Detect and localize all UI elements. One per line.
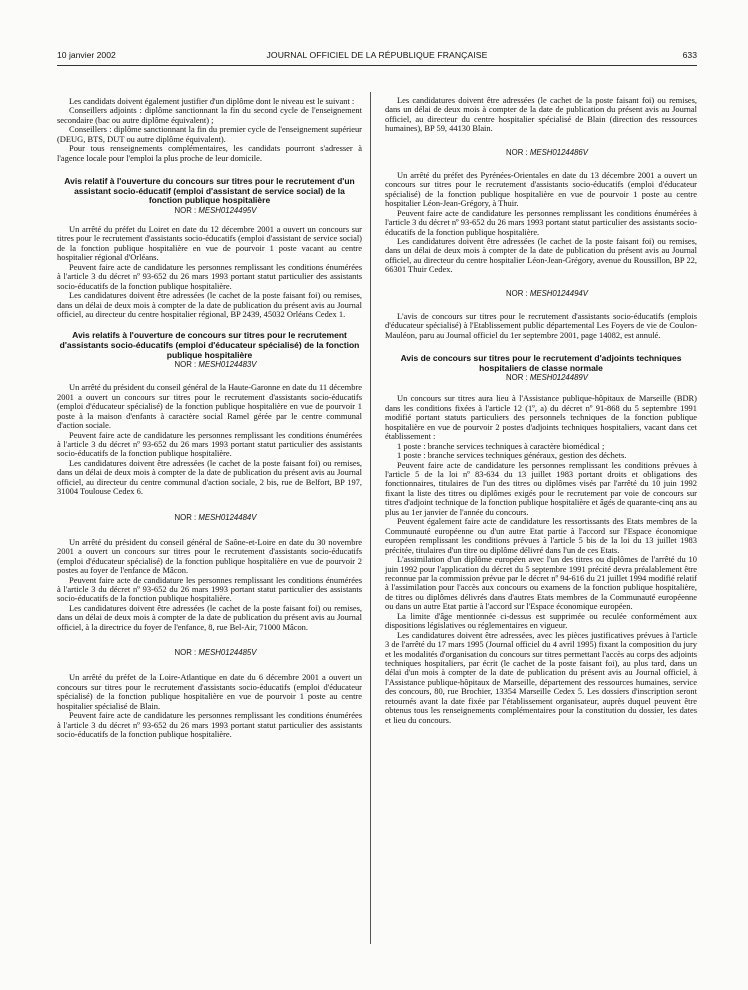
notice-title: Avis relatifs à l'ouverture de concours sur titres pour le recrutement d'assistants socio-éducatifs (emploi d'éducateur spécialisé) de la fonction publique hospitalière xyxy=(59,330,360,360)
paragraph: 1 poste : branche services techniques généraux, gestion des déchets. xyxy=(397,450,627,461)
page-number: 633 xyxy=(682,50,697,60)
paragraph: Peuvent faire acte de candidature les personnes remplissant les conditions énumérées à l'article 3 du décret nº 93-652 du 26 mars 1993 portant statut particulier des assistants socio-éducatifs de la fonction publique hospitalière. xyxy=(385,207,697,237)
paragraph: Peuvent faire acte de candidature les personnes remplissant les conditions énumérées à l'article 3 du décret nº 93-652 du 26 mars 1993 portant statut particulier des assistants socio-éducatifs de la fonction publique hospitalière. xyxy=(57,261,362,291)
paragraph: Conseillers adjoints : diplôme sanctionnant la fin du second cycle de l'enseignement secondaire (bac ou autre diplôme équivalent) ; xyxy=(57,105,362,125)
paragraph: Les candidatures doivent être adressées (le cachet de la poste faisant foi) ou remises, dans un délai de deux mois à compter de la date de publication du présent avis au Journal officiel, au directeur du centre hospitalier régional, BP 2439, 45032 Orléans Cedex 1. xyxy=(57,290,362,320)
paragraph: Peuvent faire acte de candidature les personnes remplissant les conditions prévues à l'article 5 de la loi nº 83-634 du 13 juillet 1983 portant droits et obligations des fonctionnaires, titulaires de l'un des titres ou diplômes visés par l'arrêté du 10 juin 1992 fixant la liste des titres ou diplômes exigés pour le recrutement par voie de concours sur titres d'adjoint technique de la fonction publique hospitalière et âgés de quarante-cinq ans au plus au 1er janvier de l'année du concours. xyxy=(385,459,697,517)
paragraph: Un arrêté du président du conseil général de Saône-et-Loire en date du 30 novembre 2001 a ouvert un concours sur titres pour le recrutement d'assistants socio-éducatifs (emploi d'éducateur spécialisé) de la fonction publique hospitalière en vue de pourvoir 2 postes au foyer de l'enfance de Mâcon. xyxy=(57,536,362,576)
nor-reference: NOR : MESH0124489V xyxy=(506,373,588,383)
notice-title: Avis de concours sur titres pour le recrutement d'adjoints techniques hospitaliers de classe normale xyxy=(400,353,682,373)
paragraph: L'assimilation d'un diplôme européen avec l'un des titres ou diplômes de l'arrêté du 10 juin 1992 pour l'application du décret du 5 septembre 1991 précité devra préalablement être reconnue par la commission prévue par le décret nº 94-616 du 21 juillet 1994 modifié relatif à l'assimilation pour l'accès aux concours ou examens de la fonction publique hospitalière, de titres ou diplômes délivrés dans d'autres Etats membres de la Communauté européenne ou dans un autre Etat partie à l'accord sur l'Espace économique européen. xyxy=(385,554,697,612)
nor-reference: NOR : MESH0124484V xyxy=(174,512,257,522)
paragraph: Un arrêté du président du conseil général de la Haute-Garonne en date du 11 décembre 2001 a ouvert un concours sur titres pour le recrutement d'assistants socio-éducatifs (emploi d'éducateur spécialisé) de la fonction publique hospitalière en vue de pourvoir 1 poste à la maison d'enfants à caractère social Ramel gérée par le centre communal d'action sociale. xyxy=(57,382,362,431)
left-column xyxy=(57,97,362,739)
paragraph: Pour tous renseignements complémentaires, les candidats pourront s'adresser à l'agence locale pour l'emploi la plus proche de leur domicile. xyxy=(57,143,362,163)
paragraph: Conseillers : diplôme sanctionnant la fin du premier cycle de l'enseignement supérieur (DEUG, BTS, DUT ou autre diplôme équivalent). xyxy=(57,124,362,144)
paragraph: Peuvent faire acte de candidature les personnes remplissant les conditions énumérées à l'article 3 du décret nº 93-652 du 26 mars 1993 portant statut particulier des assistants socio-éducatifs de la fonction publique hospitalière. xyxy=(57,429,362,459)
notice-title: Avis relatif à l'ouverture du concours sur titres pour le recrutement d'un assistant socio-éducatif (emploi d'assistant de service social) de la fonction publique hospitalière xyxy=(64,176,355,206)
nor-reference: NOR : MESH0124485V xyxy=(174,648,257,658)
paragraph: Peuvent faire acte de candidature les personnes remplissant les conditions énumérées à l'article 3 du décret nº 93-652 du 26 mars 1993 portant statut particulier des assistants socio-éducatifs de la fonction publique hospitalière. xyxy=(57,574,362,604)
nor-reference: NOR : MESH0124495V xyxy=(174,205,257,215)
paragraph: La limite d'âge mentionnée ci-dessus est supprimée ou reculée conformément aux dispositions législatives ou réglementaires en vigueur. xyxy=(385,610,697,631)
nor-reference: NOR : MESH0124486V xyxy=(506,147,588,157)
paragraph: Un arrêté du préfet de la Loire-Atlantique en date du 6 décembre 2001 a ouvert un concours sur titres pour le recrutement d'assistants socio-éducatifs (emploi d'éducateur spécialisé) de la fonction publique hospitalière en vue de pourvoir 1 poste au centre hospitalier spécialisé de Blain. xyxy=(57,672,362,711)
paragraph: Peuvent faire acte de candidature les personnes remplissant les conditions énumérées à l'article 3 du décret nº 93-652 du 26 mars 1993 portant statut particulier des assistants socio-éducatifs de la fonction publique hospitalière. xyxy=(57,710,362,739)
nor-reference: NOR : MESH0124483V xyxy=(174,360,257,370)
right-column xyxy=(385,96,697,725)
paragraph: Les candidats doivent également justifier d'un diplôme dont le niveau est le suivant : xyxy=(69,96,355,106)
paragraph: Un concours sur titres aura lieu à l'Assistance publique-hôpitaux de Marseille (BDR) dans les conditions fixées à l'article 12 (1º, a) du décret nº 91-868 du 5 septembre 1991 modifié portant statuts particuliers des personnels techniques de la fonction publique hospitalière en vue de pourvoir 2 postes d'adjoints techniques hospitaliers, vacant dans cet établissement : xyxy=(385,393,697,442)
journal-title: JOURNAL OFFICIEL DE LA RÉPUBLIQUE FRANÇAISE xyxy=(266,50,488,60)
header-rule xyxy=(57,65,697,66)
paragraph: Les candidatures doivent être adressées (le cachet de la poste faisant foi) ou remises, dans un délai de deux mois à compter de la date de publication du présent avis au Journal officiel, au directeur du centre communal d'action sociale, 2 bis, rue de Belfort, BP 197, 31004 Toulouse Cedex 6. xyxy=(57,457,362,497)
paragraph: L'avis de concours sur titres pour le recrutement d'assistants socio-éducatifs (emplois d'éducateur spécialisé) à l'Etablissement public départemental Les Foyers de vie de Coulon-Mauléon, paru au Journal officiel du 1er septembre 2001, page 14082, est annulé. xyxy=(385,310,697,340)
column-divider xyxy=(370,92,371,944)
paragraph: Un arrêté du préfet du Loiret en date du 12 décembre 2001 a ouvert un concours sur titres pour le recrutement d'assistants socio-éducatifs (emploi d'assistant de service social) de la fonction publique hospitalière en vue de pourvoir 1 poste vacant au centre hospitalier régional d'Orléans. xyxy=(57,223,362,263)
paragraph: Peuvent également faire acte de candidature les ressortissants des Etats membres de la Communauté européenne ou d'un autre Etat partie à l'accord sur l'Espace économique européen remplissant les conditions prévues à l'article 5 bis de la loi du 13 juillet 1983 précitée, titulaires d'un titre ou diplôme délivré dans l'un de ces Etats. xyxy=(385,516,697,555)
page-header xyxy=(57,50,697,64)
paragraph: Un arrêté du préfet des Pyrénées-Orientales en date du 13 décembre 2001 a ouvert un concours sur titres pour le recrutement d'assistants socio-éducatifs (emploi d'éducateur spécialisé) de la fonction publique hospitalière en vue de pourvoir 1 poste au centre hospitalier Léon-Jean-Grégory, à Thuir. xyxy=(385,169,697,209)
issue-date: 10 janvier 2002 xyxy=(57,50,116,60)
paragraph: Les candidatures doivent être adressées (le cachet de la poste faisant foi) ou remises, dans un délai de deux mois à compter de la date de publication du présent avis au Journal officiel, au directeur du centre hospitalier spécialisé de Blain (direction des ressources humaines), BP 59, 44130 Blain. xyxy=(385,95,697,134)
paragraph: Les candidatures doivent être adressées (le cachet de la poste faisant foi) ou remises, dans un délai de deux mois à compter de la date de publication du présent avis au Journal officiel, à la directrice du foyer de l'enfance, 8, rue Bel-Air, 71000 Mâcon. xyxy=(57,602,362,632)
paragraph: Les candidatures doivent être adressées, avec les pièces justificatives prévues à l'article 3 de l'arrêté du 17 mars 1995 (Journal officiel du 4 avril 1995) fixant la composition du jury et les modalités d'organisation du concours sur titres permettant l'accès au corps des adjoints techniques hospitaliers, par écrit (le cachet de la poste faisant foi), au plus tard, dans un délai d'un mois à compter de la date de publication du présent avis au Journal officiel, à l'Assistance publique-hôpitaux de Marseille, département des ressources humaines, service des concours, 80, rue Brochier, 13354 Marseille Cedex 5. Les dossiers d'inscription seront retournés avant la date fixée par l'établissement organisateur, auprès duquel peuvent être obtenus tous les renseignements complémentaires pour la constitution du dossier, les dates et lieu du concours. xyxy=(385,629,697,725)
paragraph: 1 poste : branche services techniques à caractère biomédical ; xyxy=(397,440,605,451)
paragraph: Les candidatures doivent être adressées (le cachet de la poste faisant foi) ou remises, dans un délai de deux mois à compter de la date de publication du présent avis au Journal officiel, au directeur du centre hospitalier Léon-Jean-Grégory, avenue du Roussillon, BP 22, 66301 Thuir Cedex. xyxy=(385,235,697,275)
nor-reference: NOR : MESH0124494V xyxy=(506,288,588,298)
